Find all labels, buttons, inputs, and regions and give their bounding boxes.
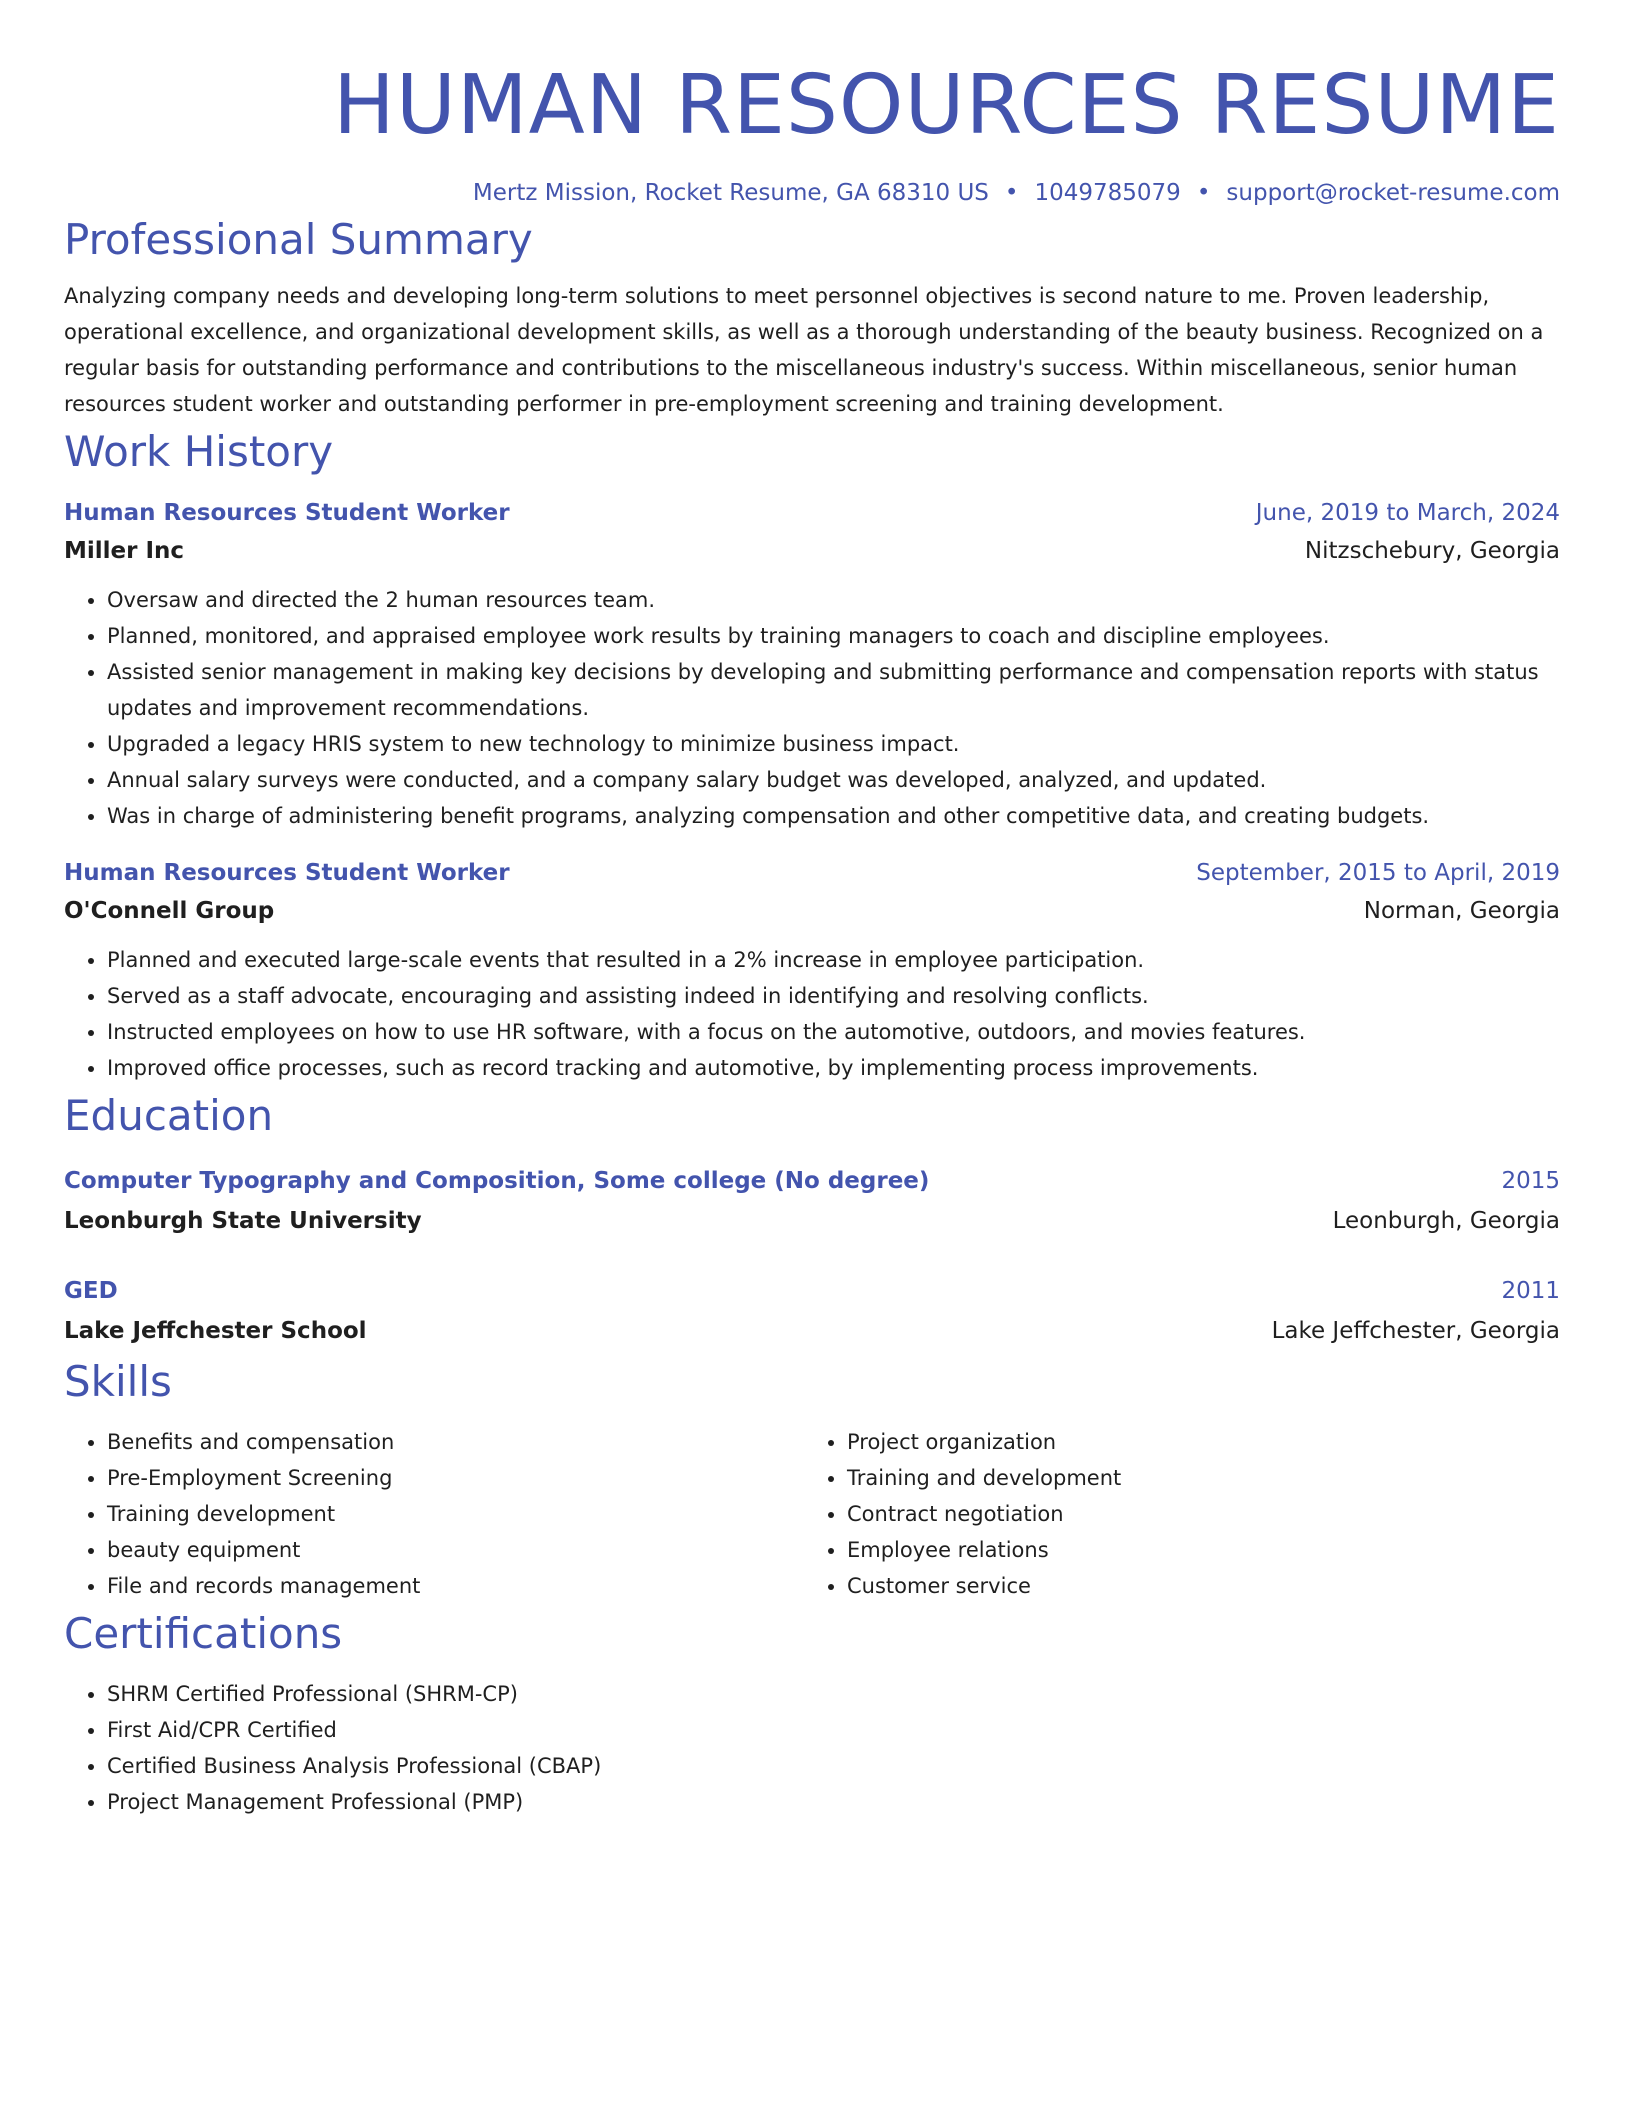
skill-item: • File and records management xyxy=(107,1568,804,1604)
job-bullet: • Was in charge of administering benefit programs, analyzing compensation and other competitive data, and creating budgets. xyxy=(107,798,1560,834)
job-location: Nitzschebury, Georgia xyxy=(1304,538,1560,564)
certifications-heading: Certifications xyxy=(64,1609,343,1658)
education-degree: GED xyxy=(64,1278,118,1304)
resume-title: HUMAN RESOURCES RESUME xyxy=(333,58,1560,153)
job-company: O'Connell Group xyxy=(64,898,275,924)
summary-heading: Professional Summary xyxy=(64,215,533,264)
skills-left-column xyxy=(64,1424,804,1604)
job-bullet: • Assisted senior management in making key decisions by developing and submitting performance and compensation reports with status updates and improvement recommendations. xyxy=(107,654,1560,726)
education-heading: Education xyxy=(64,1091,274,1140)
job-company: Miller Inc xyxy=(64,538,185,564)
contact-line xyxy=(64,176,1560,210)
job-title: Human Resources Student Worker xyxy=(64,860,510,886)
job-bullet: • Oversaw and directed the 2 human resources team. xyxy=(107,582,1560,618)
summary-text: Analyzing company needs and developing long-term solutions to meet personnel objectives is second nature to me. Proven leadership, operational excellence, and organizational development skills, as well as a thorough understanding of the beauty business. Recognized on a regular basis for outstanding performance and contributions to the miscellaneous industry's success. Within miscellaneous, senior human resources student worker and outstanding performer in pre-employment screening and training development. xyxy=(64,284,1544,416)
job-bullet: • Planned, monitored, and appraised employee work results by training managers to coach and discipline employees. xyxy=(107,618,1560,654)
contact-address: Mertz Mission, Rocket Resume, GA 68310 US xyxy=(472,180,989,206)
skills-right-column xyxy=(804,1424,1544,1604)
skill-item: • Training and development xyxy=(847,1460,1544,1496)
certification-item: • Project Management Professional (PMP) xyxy=(107,1784,1560,1820)
education-entry xyxy=(64,1272,1560,1352)
skill-item: • Pre-Employment Screening xyxy=(107,1460,804,1496)
education-entry xyxy=(64,1162,1560,1242)
skill-item: • Employee relations xyxy=(847,1532,1544,1568)
job-bullet: • Upgraded a legacy HRIS system to new technology to minimize business impact. xyxy=(107,726,1560,762)
contact-email: support@rocket-resume.com xyxy=(1226,180,1560,206)
resume-header xyxy=(64,56,1560,210)
job-dates: June, 2019 to March, 2024 xyxy=(1255,500,1560,526)
job-bullet: • Improved office processes, such as record tracking and automotive, by implementing process improvements. xyxy=(107,1050,1560,1086)
education-year: 2011 xyxy=(1501,1278,1560,1304)
certifications-list xyxy=(64,1676,1560,1820)
education-degree: Computer Typography and Composition, Some college (No degree) xyxy=(64,1168,930,1194)
education-location: Leonburgh, Georgia xyxy=(1332,1208,1560,1234)
certification-item: • Certified Business Analysis Professional (CBAP) xyxy=(107,1748,1560,1784)
job-entry xyxy=(64,494,1560,834)
job-location: Norman, Georgia xyxy=(1363,898,1560,924)
job-bullet: • Instructed employees on how to use HR software, with a focus on the automotive, outdoors, and movies features. xyxy=(107,1014,1560,1050)
job-bullet: • Annual salary surveys were conducted, and a company salary budget was developed, analyzed, and updated. xyxy=(107,762,1560,798)
skill-item: • Benefits and compensation xyxy=(107,1424,804,1460)
work-history-heading: Work History xyxy=(64,427,334,476)
skill-item: • Customer service xyxy=(847,1568,1544,1604)
education-school: Lake Jeffchester School xyxy=(64,1318,367,1344)
job-bullets xyxy=(64,582,1560,834)
certification-item: • SHRM Certified Professional (SHRM-CP) xyxy=(107,1676,1560,1712)
job-title: Human Resources Student Worker xyxy=(64,500,510,526)
skill-item: • Project organization xyxy=(847,1424,1544,1460)
skill-item: • Training development xyxy=(107,1496,804,1532)
skill-item: • Contract negotiation xyxy=(847,1496,1544,1532)
job-bullets xyxy=(64,942,1560,1086)
contact-separator: • xyxy=(1004,180,1019,206)
education-school: Leonburgh State University xyxy=(64,1208,422,1234)
certification-item: • First Aid/CPR Certified xyxy=(107,1712,1560,1748)
job-bullet: • Served as a staff advocate, encouraging and assisting indeed in identifying and resolving conflicts. xyxy=(107,978,1560,1014)
job-entry xyxy=(64,854,1560,1086)
education-year: 2015 xyxy=(1501,1168,1560,1194)
job-dates: September, 2015 to April, 2019 xyxy=(1196,860,1560,886)
contact-separator: • xyxy=(1196,180,1211,206)
education-location: Lake Jeffchester, Georgia xyxy=(1271,1318,1560,1344)
job-bullet: • Planned and executed large-scale events that resulted in a 2% increase in employee participation. xyxy=(107,942,1560,978)
contact-phone: 1049785079 xyxy=(1034,180,1181,206)
skills-heading: Skills xyxy=(64,1357,172,1406)
skills-grid xyxy=(64,1424,1560,1604)
skill-item: • beauty equipment xyxy=(107,1532,804,1568)
resume-page xyxy=(64,40,1560,1820)
